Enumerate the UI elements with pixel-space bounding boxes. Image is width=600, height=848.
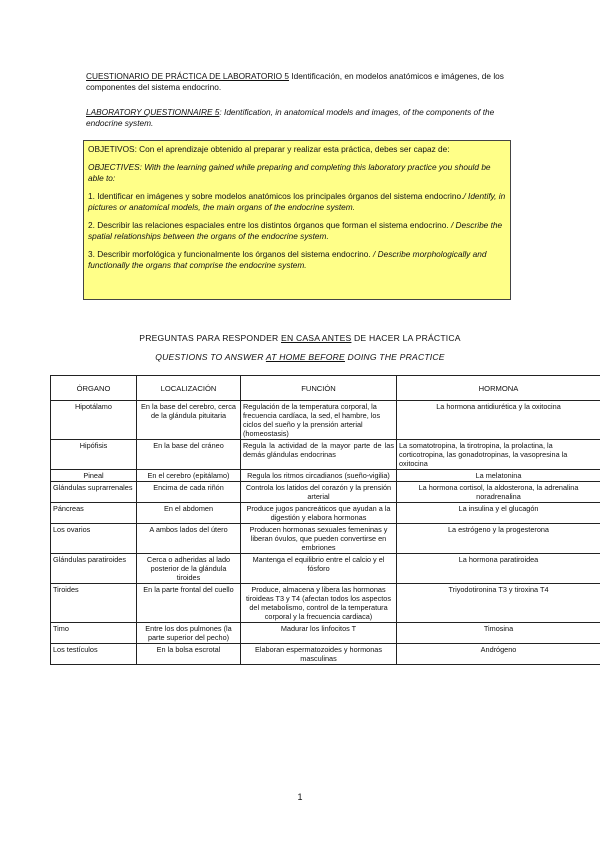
section-title-es — [0, 333, 600, 343]
organ-cell: Páncreas — [51, 503, 137, 524]
function-cell: Madurar los linfocitos T — [241, 623, 397, 644]
location-cell: A ambos lados del útero — [137, 524, 241, 554]
section-title-es-post: DE HACER LA PRÁCTICA — [351, 333, 461, 343]
table-row — [51, 644, 600, 665]
function-cell: Producen hormonas sexuales femeninas y liberan óvulos, que pueden convertirse en embriones — [241, 524, 397, 554]
endocrine-table — [50, 375, 600, 665]
section-title-en-post: DOING THE PRACTICE — [344, 352, 445, 362]
hormone-cell: La hormona antidiurética y la oxitocina — [397, 401, 600, 440]
location-cell: Entre los dos pulmones (la parte superior del pecho) — [137, 623, 241, 644]
section-title-en — [0, 352, 600, 362]
organ-cell: Glándulas suprarrenales — [51, 482, 137, 503]
organ-cell: Tiroides — [51, 584, 137, 623]
hormone-cell: Timosina — [397, 623, 600, 644]
questionnaire-text-en: : Identification, in anatomical models and images, of the components of the endocrine system. — [86, 107, 495, 128]
objective-2-en: / Describe the spatial relationships between the organs of the endocrine system. — [88, 220, 503, 241]
section-title-en-pre: QUESTIONS TO ANSWER — [155, 352, 266, 362]
objective-1-es: 1. Identificar en imágenes y sobre modelos anatómicos los principales órganos del sistema endocrino. — [88, 191, 464, 201]
header-organ: ÓRGANO — [51, 376, 137, 401]
function-cell: Regulación de la temperatura corporal, la frecuencia cardíaca, la sed, el hambre, los ciclos del sueño y la prensión arterial (homeostasis) — [241, 401, 397, 440]
organ-cell: Hipófisis — [51, 440, 137, 470]
location-cell: En la parte frontal del cuello — [137, 584, 241, 623]
objective-3-es: 3. Describir morfológica y funcionalmente los órganos del sistema endocrino. — [88, 249, 371, 259]
hormone-cell: La insulina y el glucagón — [397, 503, 600, 524]
objective-item — [88, 191, 506, 213]
location-cell: Encima de cada riñón — [137, 482, 241, 503]
table-header-row — [51, 376, 600, 401]
location-cell: En la bolsa escrotal — [137, 644, 241, 665]
organ-cell: Timo — [51, 623, 137, 644]
location-cell: En la base del cerebro, cerca de la glándula pituitaria — [137, 401, 241, 440]
questionnaire-title-es: CUESTIONARIO DE PRÁCTICA DE LABORATORIO 5 — [86, 71, 290, 81]
objectives-intro-en: OBJECTIVES: With the learning gained while preparing and completing this laboratory practice you should be able to: — [88, 162, 491, 183]
organ-cell: Glándulas paratiroides — [51, 554, 137, 584]
objective-1-en: / Identify, in pictures or anatomical models, the main organs of the endocrine system. — [88, 191, 506, 212]
hormone-cell: La estrógeno y la progesterona — [397, 524, 600, 554]
function-cell: Mantenga el equilibrio entre el calcio y el fósforo — [241, 554, 397, 584]
hormone-cell: Triyodotironina T3 y tiroxina T4 — [397, 584, 600, 623]
organ-cell: Los testículos — [51, 644, 137, 665]
organ-cell: Los ovarios — [51, 524, 137, 554]
intro-spanish — [86, 71, 514, 93]
questionnaire-title-en: LABORATORY QUESTIONNAIRE 5 — [86, 107, 220, 117]
table-row — [51, 623, 600, 644]
table-row — [51, 584, 600, 623]
table-row — [51, 440, 600, 470]
objective-2-es: 2. Describir las relaciones espaciales entre los distintos órganos que forman el sistema endocrino. — [88, 220, 449, 230]
location-cell: En el abdomen — [137, 503, 241, 524]
function-cell: Elaboran espermatozoides y hormonas masculinas — [241, 644, 397, 665]
intro-english — [86, 107, 514, 129]
table-row — [51, 401, 600, 440]
hormone-cell: La hormona paratiroidea — [397, 554, 600, 584]
function-cell: Regula los ritmos circadianos (sueño-vigilia) — [241, 470, 397, 482]
function-cell: Produce jugos pancreáticos que ayudan a la digestión y elabora hormonas — [241, 503, 397, 524]
function-cell: Produce, almacena y libera las hormonas tiroideas T3 y T4 (afectan todos los aspectos del metabolismo, control de la temperatura corporal y la frecuencia cardiaca) — [241, 584, 397, 623]
objective-item — [88, 249, 506, 271]
hormone-cell: Andrógeno — [397, 644, 600, 665]
section-title-es-underlined: EN CASA ANTES — [281, 333, 352, 343]
table-row — [51, 470, 600, 482]
objective-3-en: / Describe morphologically and functionally the organs that comprise the endocrine system. — [88, 249, 487, 270]
header-location: LOCALIZACIÓN — [137, 376, 241, 401]
organ-cell: Pineal — [51, 470, 137, 482]
hormone-cell: La melatonina — [397, 470, 600, 482]
objectives-box — [83, 140, 511, 300]
section-title-es-pre: PREGUNTAS PARA RESPONDER — [139, 333, 282, 343]
questionnaire-text-es: Identificación, en modelos anatómicos e imágenes, de los componentes del sistema endocrino. — [86, 71, 504, 92]
hormone-cell: La hormona cortisol, la aldosterona, la adrenalina noradrenalina — [397, 482, 600, 503]
table-row — [51, 482, 600, 503]
function-cell: Regula la actividad de la mayor parte de las demás glándulas endocrinas — [241, 440, 397, 470]
objectives-intro-es: OBJETIVOS: Con el aprendizaje obtenido al preparar y realizar esta práctica, debes ser capaz de: — [88, 144, 450, 154]
table-row — [51, 554, 600, 584]
section-title-en-underlined: AT HOME BEFORE — [265, 352, 345, 362]
header-hormone: HORMONA — [397, 376, 600, 401]
location-cell: En el cerebro (epitálamo) — [137, 470, 241, 482]
location-cell: En la base del cráneo — [137, 440, 241, 470]
function-cell: Controla los latidos del corazón y la prensión arterial — [241, 482, 397, 503]
location-cell: Cerca o adheridas al lado posterior de la glándula tiroides — [137, 554, 241, 584]
objective-item — [88, 220, 506, 242]
hormone-cell: La somatotropina, la tirotropina, la prolactina, la corticotropina, las gonadotropinas, la vasopresina la oxitocina — [397, 440, 600, 470]
table-row — [51, 503, 600, 524]
header-function: FUNCIÓN — [241, 376, 397, 401]
page-number: 1 — [297, 792, 303, 802]
table-row — [51, 524, 600, 554]
organ-cell: Hipotálamo — [51, 401, 137, 440]
